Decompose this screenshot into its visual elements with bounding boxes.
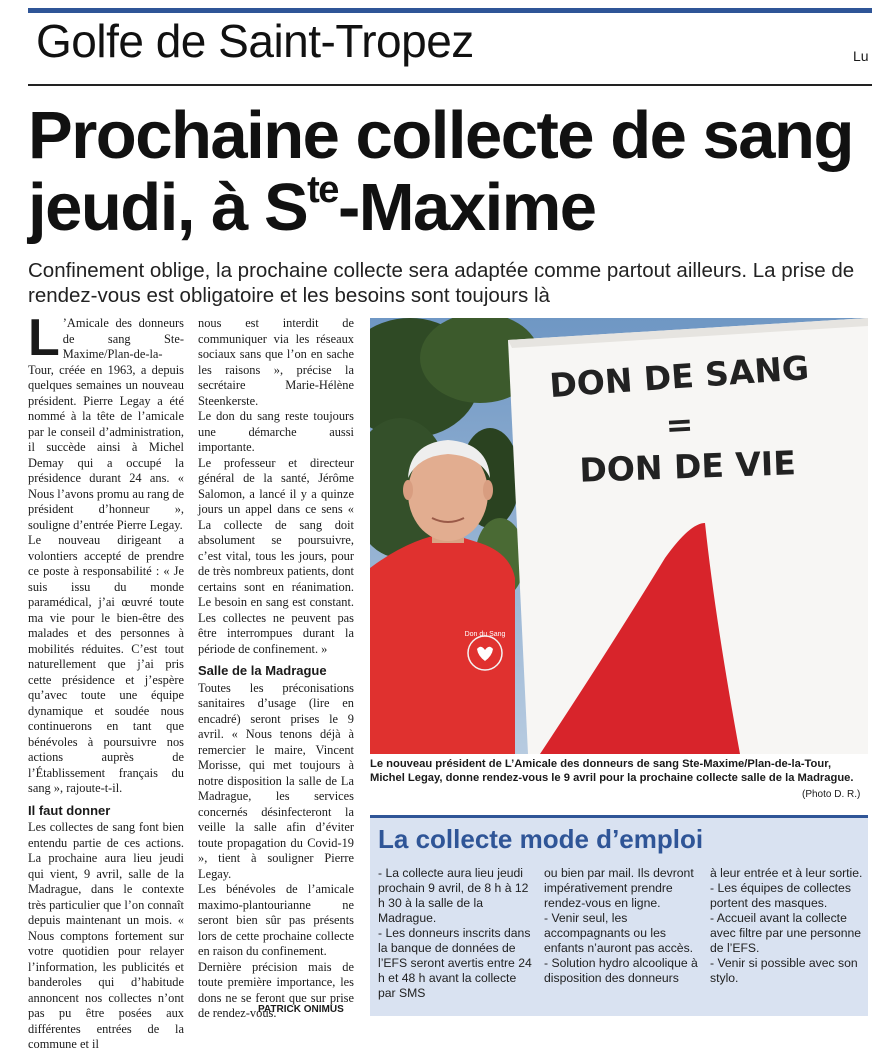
info-item: - Venir si possible avec son stylo. bbox=[710, 956, 858, 985]
photo-illustration bbox=[370, 318, 868, 754]
info-box-title: La collecte mode d’emploi bbox=[378, 824, 704, 854]
paragraph: Le professeur et directeur général de la santé, Jérôme Salomon, a lancé il y a quinze jours un appel dans ce sens « La collecte de sang doit absolument se poursuivre, c’est vital, tous les jours, pour de très nombreux patients, dont certains sont en réanimation. Le besoin en sang est constant. Les collectes ne peuvent pas être interrompues durant la période de confinement. » bbox=[198, 455, 354, 656]
info-item: - Solution hydro alcoolique à disposition des donneurs bbox=[544, 956, 698, 985]
info-item: ou bien par mail. Ils devront impérativement prendre rendez-vous en ligne. bbox=[544, 866, 694, 910]
banner-line-1: DON DE SANG bbox=[548, 348, 811, 406]
info-item: - Les équipes de collectes portent des masques. bbox=[710, 881, 851, 910]
banner bbox=[508, 318, 868, 754]
paragraph: Le nouveau dirigeant a volontiers accepté de prendre ce poste à responsabilité : « Je suis issu du monde paramédical, j’ai œuvré toute ma vie pour le bien-être des malades et des personnes à mobilités réduites. C’est tout naturellement que j’ai pris cette présidence et j’espère qu’avec toute une équipe dynamique et soudée nous continuerons en tant que bénévoles à poursuivre nos actions auprès de l’Établissement français du sang », rajoute-t-il. bbox=[28, 533, 184, 795]
info-item: - Les donneurs inscrits dans la banque de données de l’EFS seront avertis entre 24 h et 48 h avant la collecte par SMS bbox=[378, 926, 532, 1000]
paragraph: Les bénévoles de l’amicale maximo-plantourianne ne seront bien sûr pas présents lors de cette prochaine collecte en raison du confinement. bbox=[198, 882, 354, 958]
headline-sup: te bbox=[307, 169, 338, 211]
paragraph: Toutes les préconisations sanitaires d’usage (lire en encadré) seront prises le 9 avril. « Nous tenons déjà à remercier le maire, Vincent Morisse, qui met toujours à notre disposition la salle de La Madrague, les services concernés désinfecteront la veille la salle afin d’éviter toute propagation du Covid-19 », tient à souligner Pierre Legay. bbox=[198, 680, 354, 881]
paragraph: Les collectes de sang font bien entendu partie de ces actions. La prochaine aura lieu jeudi qui vient, 9 avril, salle de la Madrague, dans le contexte très particulier que l’on connaît depuis maintenant un mois. « Nous comptons fortement sur votre quotidien pour relayer l’information, les publicités et banderoles qui d’habitude annoncent nos collectes n’ont pas pu être posées aux différentes entrées de la commune et il bbox=[28, 820, 184, 1051]
dropcap: L bbox=[28, 309, 60, 367]
headline-line2b: -Maxime bbox=[337, 170, 596, 245]
shirt-logo-text: Don du Sang bbox=[464, 631, 506, 638]
headline-line2a: jeudi, à S bbox=[28, 170, 308, 245]
banner-line-2: = bbox=[664, 404, 695, 445]
corner-text: Lu bbox=[853, 48, 869, 64]
byline: PATRICK ONIMUS bbox=[258, 1004, 344, 1015]
paragraph: nous est interdit de communiquer via les réseaux sociaux sans que l’on en sache les raisons », précise la secrétaire Marie-Hélène Steenkerste. bbox=[198, 316, 354, 408]
banner-line-3: DON DE VIE bbox=[578, 443, 797, 490]
standfirst: Confinement oblige, la prochaine collecte sera adaptée comme partout ailleurs. La prise de rendez-vous est obligatoire et les besoins sont toujours là bbox=[28, 259, 855, 307]
subhead-salle-madrague: Salle de la Madrague bbox=[198, 663, 327, 678]
photo-credit: (Photo D. R.) bbox=[802, 789, 861, 800]
photo-caption: Le nouveau président de L’Amicale des donneurs de sang Ste-Maxime/Plan-de-la-Tour, Michel Legay, donne rendez-vous le 9 avril pour la prochaine collecte salle de la Madrague. bbox=[370, 758, 854, 784]
paragraph-text: ’Amicale des donneurs de sang Ste-Maxime/Plan-de-la-Tour, créée en 1963, a depuis quelques semaines un nouveau président. Pierre Legay a été nommé à la tête de l’amicale par le conseil d’administration, il succède ainsi à Michel Demay qui a occupé la présidence durant 24 ans. « Nous l’avons promu au rang de président d’honneur », souligne d’entrée Pierre Legay. bbox=[28, 316, 184, 532]
paragraph: Dernière précision mais de toute première importance, les dons ne se feront que sur prise de rendez-vous. bbox=[198, 959, 354, 1020]
section-title: Golfe de Saint-Tropez bbox=[36, 15, 474, 67]
info-box-column-2 bbox=[544, 866, 702, 986]
headline bbox=[28, 100, 872, 244]
info-box-column-3 bbox=[710, 866, 868, 986]
info-item: - Venir seul, les accompagnants ou les enfants n’auront pas accès. bbox=[544, 911, 694, 955]
subhead-il-faut-donner: Il faut donner bbox=[28, 802, 111, 818]
info-box-rule bbox=[370, 815, 868, 818]
paragraph bbox=[28, 309, 184, 533]
article-column-2 bbox=[198, 316, 354, 1022]
article-photo bbox=[370, 318, 868, 754]
info-item: - Accueil avant la collecte avec filtre par une personne de l’EFS. bbox=[710, 911, 862, 955]
headline-line1: Prochaine collecte de sang bbox=[28, 98, 853, 173]
info-item: - La collecte aura lieu jeudi prochain 9 avril, de 8 h à 12 h 30 à la salle de la Madrague. bbox=[378, 866, 529, 925]
top-accent-bar bbox=[28, 8, 872, 13]
header-rule bbox=[28, 84, 872, 86]
info-box-column-1 bbox=[378, 866, 536, 1001]
article-column-1 bbox=[28, 309, 184, 1053]
paragraph: Le don du sang reste toujours une démarche aussi importante. bbox=[198, 409, 354, 454]
info-item: à leur entrée et à leur sortie. bbox=[710, 866, 863, 880]
